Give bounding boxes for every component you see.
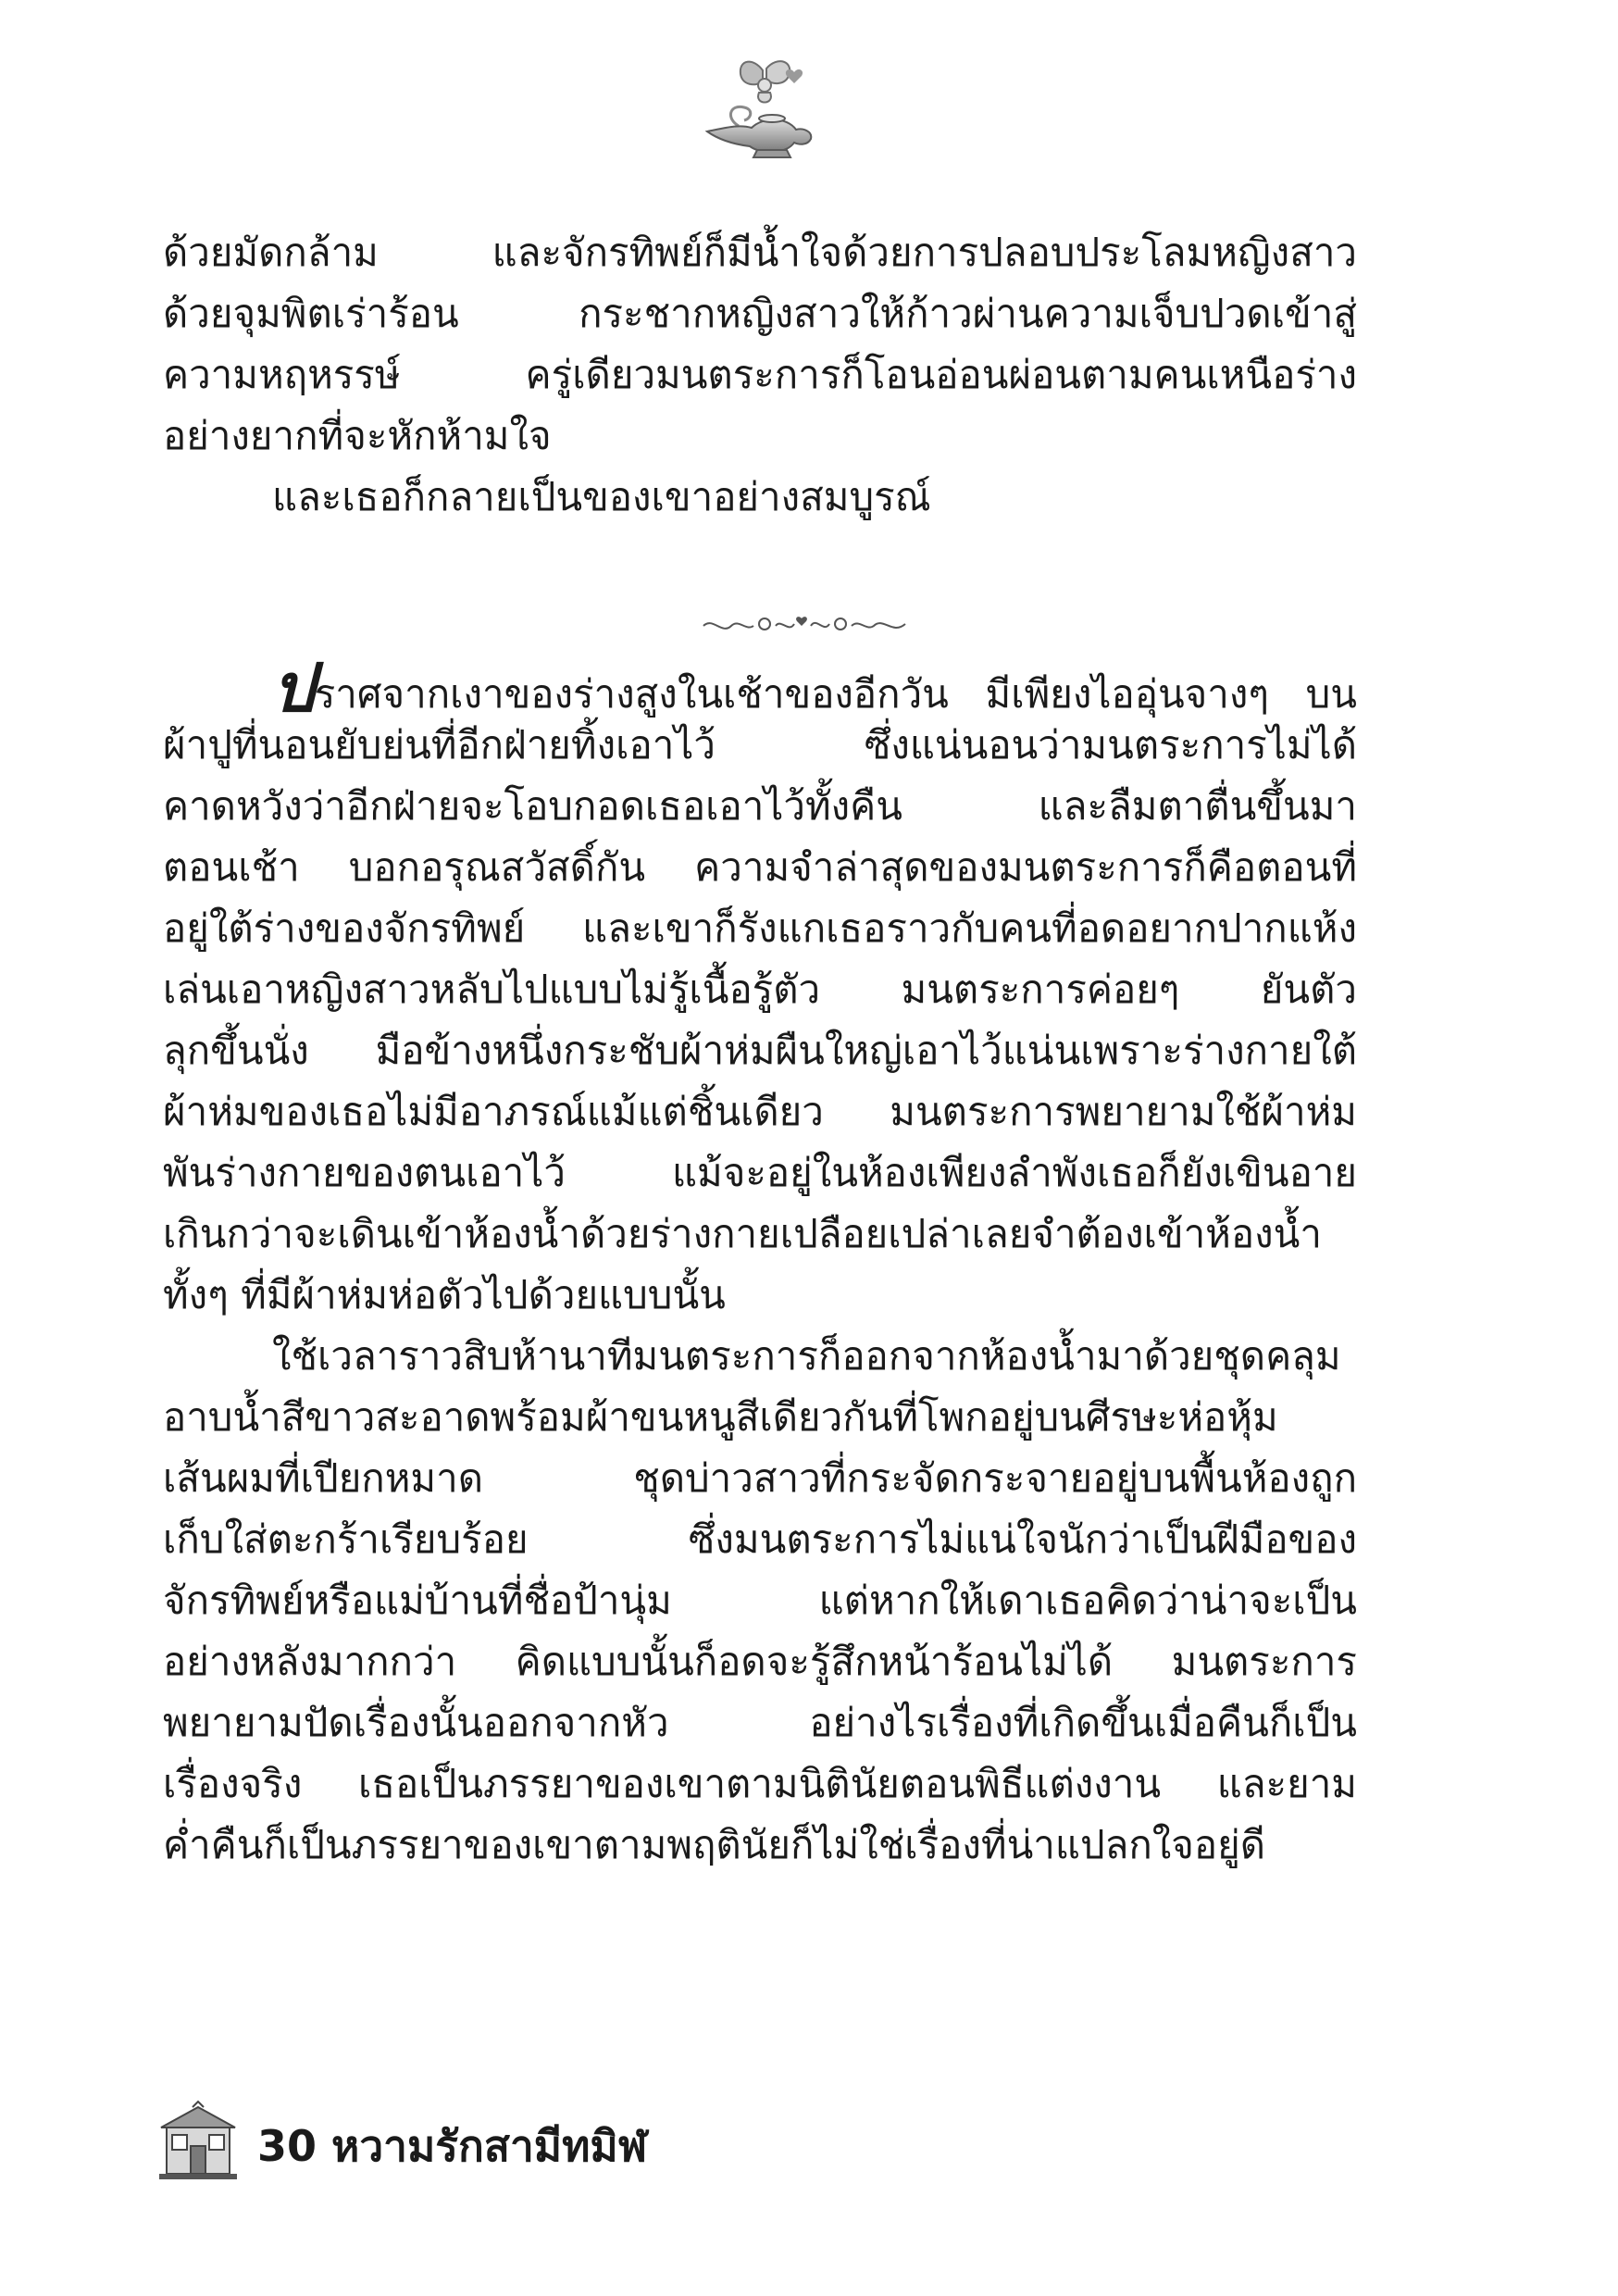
text-line: พยายามปัดเรื่องนั้นออกจากหัว อย่างไรเรื่องที่เกิดขึ้นเมื่อคืนก็เป็น: [163, 1700, 1357, 1745]
flourish-divider-icon: [698, 611, 911, 639]
text-line: ลุกขึ้นนั่ง มือข้างหนึ่งกระชับผ้าห่มผืนใหญ่เอาไว้แน่นเพราะร่างกายใต้: [163, 1028, 1357, 1073]
text-line: อยู่ใต้ร่างของจักรทิพย์ และเขาก็รังแกเธอราวกับคนที่อดอยากปากแห้ง: [163, 905, 1357, 951]
short-paragraph: และเธอก็กลายเป็นของเขาอย่างสมบูรณ์: [272, 474, 931, 519]
first-line-text: ราศจากเงาของร่างสูงในเช้าของอีกวัน มีเพียงไออุ่นจางๆ บน: [314, 671, 1357, 717]
text-line: ความหฤหรรษ์ ครู่เดียวมนตระการก็โอนอ่อนผ่อนตามคนเหนือร่าง: [163, 352, 1357, 397]
text-line: เกินกว่าจะเดินเข้าห้องน้ำด้วยร่างกายเปลือยเปล่าเลยจำต้องเข้าห้องน้ำ: [163, 1211, 1322, 1256]
text-line: อาบน้ำสีขาวสะอาดพร้อมผ้าขนหนูสีเดียวกันที่โพกอยู่บนศีรษะห่อหุ้ม: [163, 1394, 1278, 1440]
page-footer: [156, 2100, 803, 2183]
drop-cap: ป: [272, 649, 315, 727]
text-line: อย่างหลังมากกว่า คิดแบบนั้นก็อดจะรู้สึกหน้าร้อนไม่ได้ มนตระการ: [163, 1639, 1357, 1684]
paragraph-1: [163, 222, 1357, 528]
text-line: ผ้าปูที่นอนยับย่นที่อีกฝ่ายทิ้งเอาไว้ ซึ่งแน่นอนว่ามนตระการไม่ได้: [163, 722, 1357, 767]
text-line: ใช้เวลาราวสิบห้านาทีมนตระการก็ออกจากห้องน้ำมาด้วยชุดคลุม: [272, 1333, 1341, 1379]
text-line: ค่ำคืนก็เป็นภรรยาของเขาตามพฤตินัยก็ไม่ใช่เรื่องที่น่าแปลกใจอยู่ดี: [163, 1822, 1265, 1867]
house-icon: [156, 2100, 241, 2183]
text-line: อย่างยากที่จะหักห้ามใจ: [163, 413, 552, 458]
text-line: ด้วยจุมพิตเร่าร้อน กระชากหญิงสาวให้ก้าวผ่านความเจ็บปวดเข้าสู่: [163, 291, 1357, 336]
text-line: คาดหวังว่าอีกฝ่ายจะโอบกอดเธอเอาไว้ทั้งคืน และลืมตาตื่นขึ้นมา: [163, 783, 1357, 829]
genie-lamp-cupid-icon: [698, 54, 818, 165]
paragraph-2: [163, 649, 1357, 1876]
text-line: เรื่องจริง เธอเป็นภรรยาของเขาตามนิตินัยตอนพิธีแต่งงาน และยาม: [163, 1761, 1357, 1806]
page-number: 30: [257, 2121, 317, 2171]
text-line: ทั้งๆ ที่มีผ้าห่มห่อตัวไปด้วยแบบนั้น: [163, 1272, 726, 1317]
text-line: ผ้าห่มของเธอไม่มีอาภรณ์แม้แต่ชิ้นเดียว มนตระการพยายามใช้ผ้าห่ม: [163, 1089, 1357, 1134]
text-line: จักรทิพย์หรือแม่บ้านที่ชื่อป้านุ่ม แต่หากให้เดาเธอคิดว่าน่าจะเป็น: [163, 1578, 1357, 1623]
text-line: เส้นผมที่เปียกหมาด ชุดบ่าวสาวที่กระจัดกระจายอยู่บนพื้นห้องถูก: [163, 1455, 1357, 1501]
book-title: หวามรักสามีทมิฬ: [331, 2121, 648, 2171]
text-line: ด้วยมัดกล้าม และจักรทิพย์ก็มีน้ำใจด้วยการปลอบประโลมหญิงสาว: [163, 230, 1357, 275]
text-line: ตอนเช้า บอกอรุณสวัสดิ์กัน ความจำล่าสุดของมนตระการก็คือตอนที่: [163, 844, 1357, 890]
text-line: เก็บใส่ตะกร้าเรียบร้อย ซึ่งมนตระการไม่แน่ใจนักว่าเป็นฝีมือของ: [163, 1516, 1357, 1562]
text-line: [163, 649, 1357, 727]
text-line: พันร่างกายของตนเอาไว้ แม้จะอยู่ในห้องเพียงลำพังเธอก็ยังเขินอาย: [163, 1150, 1357, 1195]
text-line: เล่นเอาหญิงสาวหลับไปแบบไม่รู้เนื้อรู้ตัว มนตระการค่อยๆ ยันตัว: [163, 967, 1357, 1012]
